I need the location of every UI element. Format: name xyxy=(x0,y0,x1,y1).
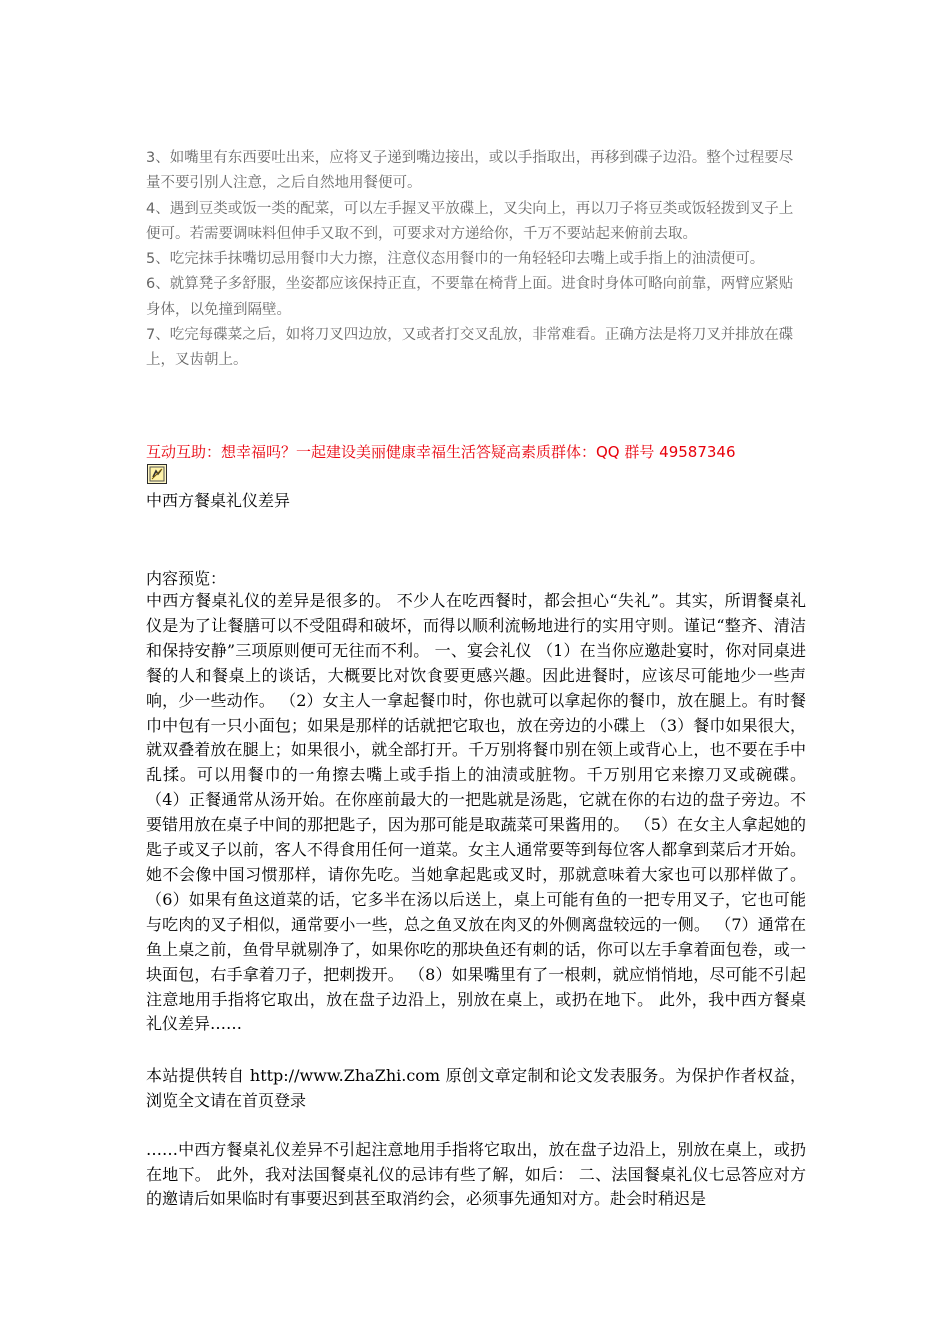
source-note: 本站提供转自 http://www.ZhaZhi.com 原创文章定制和论文发表服务。为保护作者权益，浏览全文请在首页登录 xyxy=(146,1066,806,1110)
broken-image-icon[interactable] xyxy=(147,464,167,484)
article-title: 中西方餐桌礼仪差异 xyxy=(146,491,291,510)
dining-tips-list xyxy=(146,146,806,374)
tip-item-3: 3、如嘴里有东西要吐出来，应将叉子递到嘴边接出，或以手指取出，再移到碟子边沿。整个过程要尽量不要引别人注意，之后自然地用餐便可。 xyxy=(146,150,794,192)
tip-item-7: 7、吃完每碟菜之后，如将刀叉四边放，又或者打交叉乱放，非常难看。正确方法是将刀叉并排放在碟上，叉齿朝上。 xyxy=(146,327,794,369)
promo-link[interactable]: 互动互助：想幸福吗？一起建设美丽健康幸福生活答疑高素质群体：QQ 群号 49587346 xyxy=(146,443,736,461)
tip-item-4: 4、遇到豆类或饭一类的配菜，可以左手握叉平放碟上，叉尖向上，再以刀子将豆类或饭轻拨到叉子上便可。若需要调味料但伸手又取不到，可要求对方递给你，千万不要站起来俯前去取。 xyxy=(146,200,794,242)
continuation-text: ……中西方餐桌礼仪差异不引起注意地用手指将它取出，放在盘子边沿上，别放在桌上，或扔在地下。 此外，我对法国餐桌礼仪的忌讳有些了解，如后： 二、法国餐桌礼仪七忌答应对方的邀请后如果临时有事要迟到甚至取消约会，必须事先通知对方。赴会时稍迟是 xyxy=(146,1140,806,1208)
tip-item-6: 6、就算凳子多舒服，坐姿都应该保持正直，不要靠在椅背上面。进食时身体可略向前靠，两臂应紧贴身体，以免撞到隔壁。 xyxy=(146,276,794,318)
preview-label: 内容预览： xyxy=(146,569,227,588)
preview-body: 中西方餐桌礼仪的差异是很多的。 不少人在吃西餐时，都会担心“失礼”。其实，所谓餐桌礼仪是为了让餐膳可以不受阻碍和破坏，而得以顺利流畅地进行的实用守则。谨记“整齐、清洁和保持安静”三项原则便可无往而不利。 一、宴会礼仪 （1）在当你应邀赴宴时，你对同桌进餐的人和餐桌上的谈话，大概要比对饮食要更感兴趣。因此进餐时，应该尽可能地少一些声响，少一些动作。 （2）女主人一拿起餐巾时，你也就可以拿起你的餐巾，放在腿上。有时餐巾中包有一只小面包；如果是那样的话就把它取也，放在旁边的小碟上 （3）餐巾如果很大，就双叠着放在腿上；如果很小，就全部打开。千万别将餐巾别在领上或背心上，也不要在手中乱揉。可以用餐巾的一角擦去嘴上或手指上的油渍或脏物。千万别用它来擦刀叉或碗碟。 （4）正餐通常从汤开始。在你座前最大的一把匙就是汤匙，它就在你的右边的盘子旁边。不要错用放在桌子中间的那把匙子，因为那可能是取蔬菜可果酱用的。 （5）在女主人拿起她的匙子或叉子以前，客人不得食用任何一道菜。女主人通常要等到每位客人都拿到菜后才开始。她不会像中国习惯那样，请你先吃。当她拿起匙或叉时，那就意味着大家也可以那样做了。 （6）如果有鱼这道菜的话，它多半在汤以后送上，桌上可能有鱼的一把专用叉子，它也可能与吃肉的叉子相似，通常要小一些，总之鱼叉放在肉叉的外侧离盘较远的一侧。 （7）通常在鱼上桌之前，鱼骨早就剔净了，如果你吃的那块鱼还有刺的话，你可以左手拿着面包卷，或一块面包，右手拿着刀子，把刺拨开。 （8）如果嘴里有了一根刺，就应悄悄地，尽可能不引起注意地用手指将它取出，放在盘子边沿上，别放在桌上，或扔在地下。 此外，我中西方餐桌礼仪差异…… xyxy=(146,591,806,1034)
tip-item-5: 5、吃完抹手抹嘴切忌用餐巾大力擦，注意仪态用餐巾的一角轻轻印去嘴上或手指上的油渍便可。 xyxy=(146,251,765,268)
